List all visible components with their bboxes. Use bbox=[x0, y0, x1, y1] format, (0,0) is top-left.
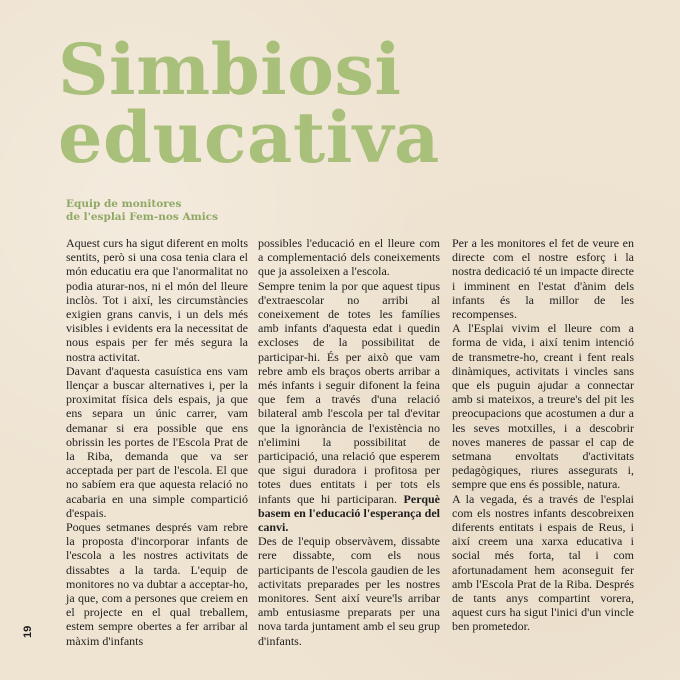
paragraph: Per a les monitores el fet de veure en directe com el nostre esforç i la nostra dedicació té un impacte directe i imminent en l'estat d'ànim dels infants és la millor de les recompenses. bbox=[452, 236, 634, 322]
text-column-1 bbox=[66, 236, 248, 648]
title-line-1: Simbiosi bbox=[58, 28, 402, 111]
paragraph: A l'Esplai vivim el lleure com a forma de vida, i així tenim intenció de transmetre-ho, creant i fent reals dinàmiques, activitats i vincles sans que els puguin ajudar a connectar amb si mateixos, a treure's del pit les preocupacions que acostumen a dur a les seves motxilles, i a descobrir noves maneres de passar el cap de setmana envoltats d'activitats pedagògiques, riures assegurats i, sempre que ens és possible, natura. bbox=[452, 321, 634, 492]
title-line-2: educativa bbox=[58, 96, 440, 179]
paragraph: Davant d'aquesta casuística ens vam llençar a buscar alternatives i, per la proximitat física dels espais, ja que ens separa un únic carrer, vam demanar si era possible que ens obrissin les portes de l'Escola Prat de la Riba, demanda que va ser acceptada per part de l'escola. El que no sabíem era que aquesta relació no acabaria en una simple compartició d'espais. bbox=[66, 363, 248, 520]
byline bbox=[66, 198, 218, 224]
paragraph: possibles l'educació en el lleure com a complementació dels coneixements que ja assoleixen a l'escola. bbox=[258, 236, 440, 279]
article-title bbox=[58, 28, 440, 179]
byline-line-2: de l'esplai Fem-nos Amics bbox=[66, 211, 219, 223]
paragraph: Poques setmanes després vam rebre la proposta d'incorporar infants de l'escola a les nostres activitats de dissabtes a la tarda. L'equip de monitores no va dubtar a acceptar-ho, ja que, com a persones que creiem en el projecte en el qual treballem, estem sempre obertes a fer arribar al màxim d'infants bbox=[66, 520, 248, 648]
paragraph: Des de l'equip observàvem, dissabte rere dissabte, com els nous participants de l'escola gaudien de les activitats preparades per les nostres monitores. Sent així veure'ls arribar amb entusiasme preparats per una nova tarda juntament amb el seu grup d'infants. bbox=[258, 534, 440, 648]
byline-line-1: Equip de monitores bbox=[66, 198, 182, 210]
paragraph: Aquest curs ha sigut diferent en molts sentits, però si una cosa tenia clara el món educatiu era que l'anormalitat no podia aturar-nos, ni el món del lleure inclòs. Tot i així, les circumstàncies exigien grans canvis, i un dels més visibles i evidents era la necessitat de nous espais per fer més segura la nostra activitat. bbox=[66, 236, 248, 364]
paragraph bbox=[258, 279, 440, 535]
paragraph-text: Sempre tenim la por que aquest tipus d'extraescolar no arribi al coneixement de totes les famílies amb infants d'aquesta edat i quedin excloses de la possibilitat de participar-hi. És per això que vam rebre amb els braços oberts arribar a més infants i seguir difonent la feina que fem a través d'una relació bilateral amb l'escola per tal d'evitar que la ignorància de l'existència no n'elimini la possibilitat de participació, una relació que esperem que sigui duradora i profitosa per totes dues entitats i per tots els infants que hi participaran. bbox=[258, 278, 440, 506]
text-column-2 bbox=[258, 236, 440, 648]
highlight-sentence: Perquè basem en l'educació l'esperança del canvi. bbox=[258, 491, 440, 535]
page-number: 19 bbox=[22, 625, 34, 638]
text-column-3 bbox=[452, 236, 634, 634]
paragraph: A la vegada, és a través de l'esplai com els nostres infants descobreixen diferents entitats i espais de Reus, i així creem una xarxa educativa i social més forta, tal i com afortunadament hem aconseguit fer amb l'Escola Prat de la Riba. Després de tants anys compartint vorera, aquest curs ha sigut l'inici d'un vincle ben prometedor. bbox=[452, 491, 634, 634]
